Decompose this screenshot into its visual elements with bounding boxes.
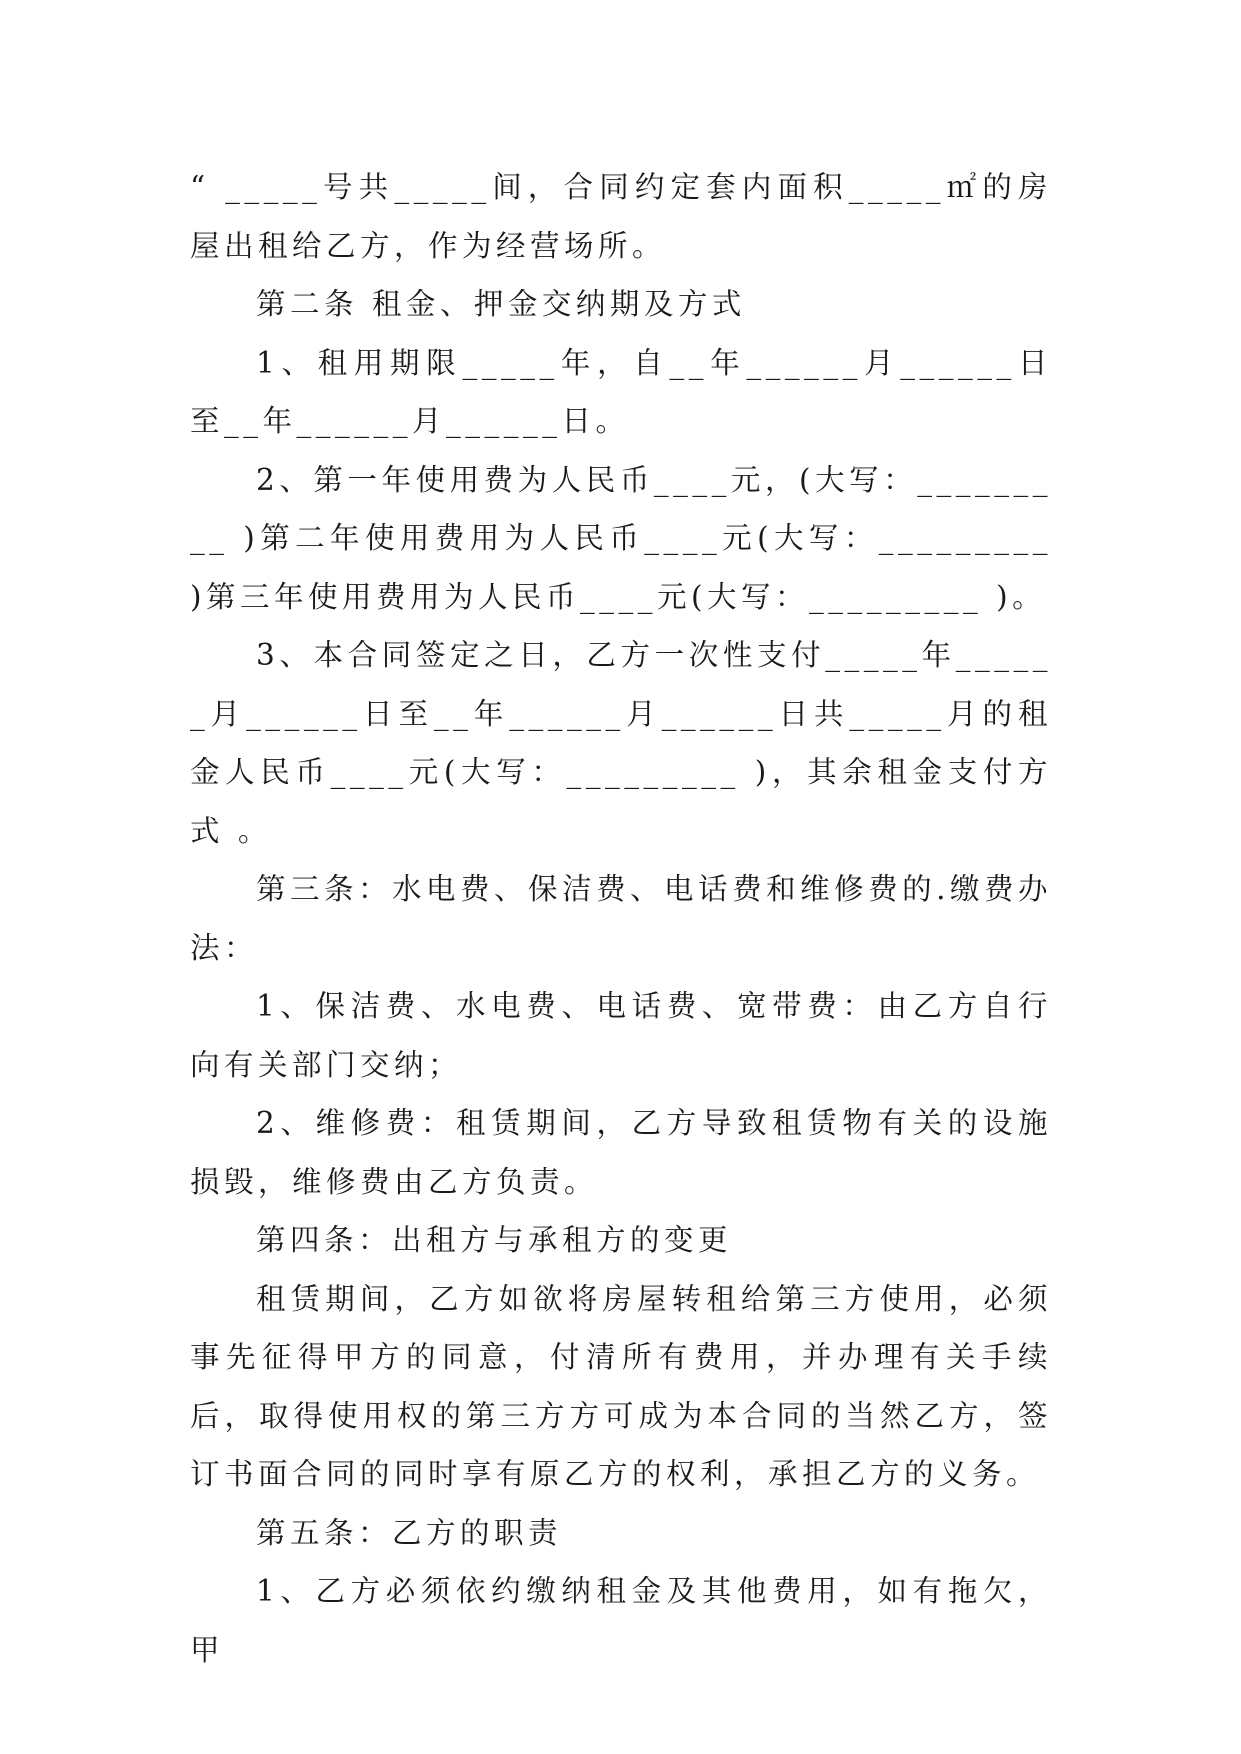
paragraph-lease-term: 1、租用期限_____年，自__年______月______日至__年______月______日。 — [190, 345, 1052, 438]
paragraph-maintenance-fees: 2、维修费：租赁期间，乙方导致租赁物有关的设施损毁，维修费由乙方负责。 — [190, 1106, 1052, 1199]
paragraph-sublease: 租赁期间，乙方如欲将房屋转租给第三方使用，必须事先征得甲方的同意，付清所有费用，并办理有关手续后，取得使用权的第三方方可成为本合同的当然乙方，签订书面合同的同时享有原乙方的权利，承担乙方的义务。 — [190, 1281, 1052, 1491]
paragraph-tenant-duty-1: 1、乙方必须依约缴纳租金及其他费用，如有拖欠，甲 — [190, 1574, 1052, 1667]
paragraph-initial-payment: 3、本合同签定之日，乙方一次性支付_____年______月______日至__年______月______日共_____月的租金人民币____元(大写：_________ )，其余租金支付方式 。 — [190, 638, 1052, 848]
paragraph-premises: “ _____号共_____间，合同约定套内面积_____㎡的房屋出租给乙方，作为经营场所。 — [190, 170, 1052, 263]
article-3-heading: 第三条：水电费、保洁费、电话费和维修费的.缴费办法： — [190, 872, 1052, 965]
paragraph-annual-fees: 2、第一年使用费为人民币____元，(大写：_________ )第二年使用费用为人民币____元(大写：_________ )第三年使用费用为人民币____元(大写：_________ )。 — [190, 462, 1052, 614]
paragraph-utility-fees: 1、保洁费、水电费、电话费、宽带费：由乙方自行向有关部门交纳； — [190, 989, 1052, 1082]
contract-body — [190, 158, 1052, 1679]
article-4-heading: 第四条：出租方与承租方的变更 — [256, 1223, 733, 1257]
article-2-heading: 第二条 租金、押金交纳期及方式 — [256, 287, 746, 321]
article-5-heading: 第五条：乙方的职责 — [256, 1515, 563, 1550]
